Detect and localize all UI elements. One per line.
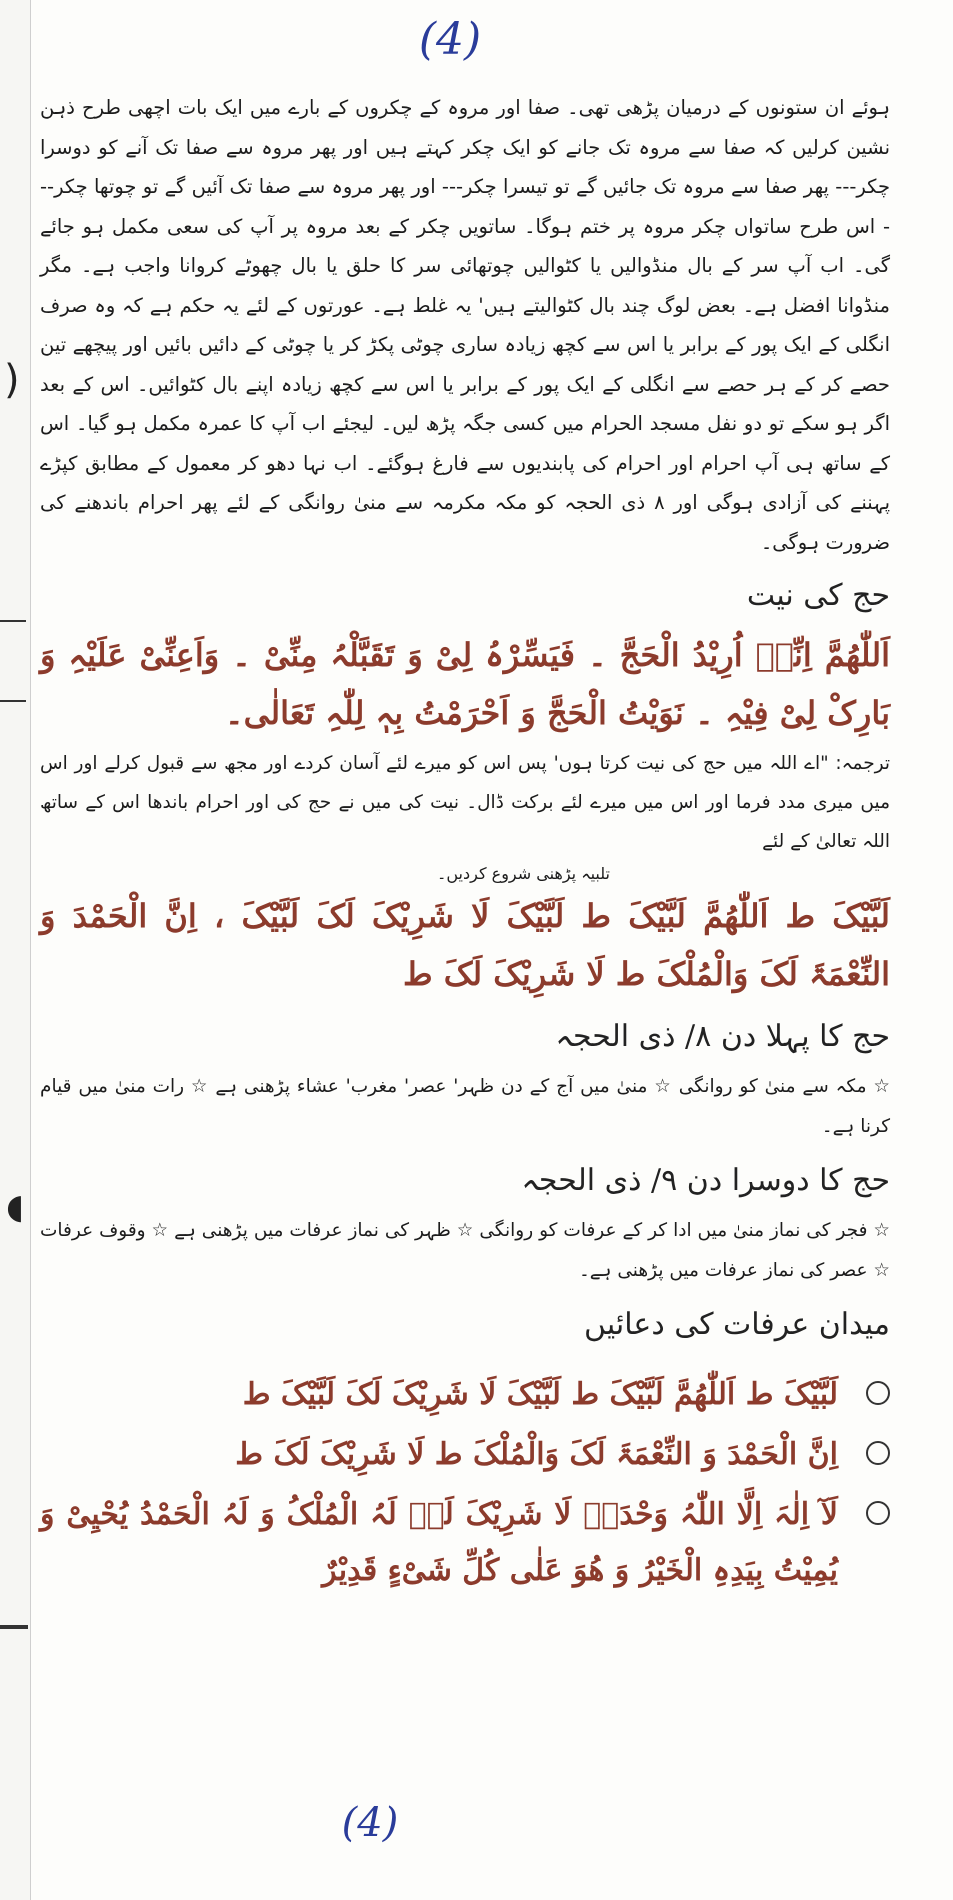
list-item	[40, 1487, 890, 1599]
hajj-niyyat-translation: ترجمہ: "اے اللہ میں حج کی نیت کرتا ہوں' پس اس کو میرے لئے آسان کردے اور مجھ سے قبول کرلے اور اس میں میری مدد فرما اور اس میں میرے لئے برکت ڈال۔ نیت کی میں نے حج کی اور احرام باندھا اس کے ساتھ اللہ تعالیٰ کے لئے	[40, 753, 890, 852]
edge-mark-icon: ◖	[6, 1187, 24, 1227]
day-two-text: ☆ فجر کی نماز منیٰ میں ادا کر کے عرفات کو روانگی ☆ ظہر کی نماز عرفات میں پڑھنی ہے ☆ وقوف عرفات ☆ عصر کی نماز عرفات میں پڑھنی ہے۔	[40, 1220, 890, 1281]
circle-bullet-icon	[866, 1381, 890, 1405]
list-item	[40, 1427, 890, 1483]
edge-divider	[0, 1625, 28, 1629]
talbiyah-arabic: لَبَّیْکَ ط اَللّٰھُمَّ لَبَّیْکَ ط لَبَّیْکَ لَا شَرِیْکَ لَکَ لَبَّیْکَ ، اِنَّ الْحَمْدَ وَ النِّعْمَۃَ لَکَ وَالْمُلْکَ ط لَا شَرِیْکَ لَکَ ط	[40, 897, 891, 993]
day-two-heading: حج کا دوسرا دن ۹/ ذی الحجہ	[521, 1163, 890, 1198]
hajj-niyyat-arabic: اَللّٰھُمَّ اِنِّیۤ اُرِیْدُ الْحَجَّ ۔ فَیَسِّرْہُ لِیْ وَ تَقَبَّلْہُ مِنِّیْ ۔ وَاَعِنِّیْ عَلَیْہِ وَ بَارِکْ لِیْ فِیْہِ ۔ نَوَیْتُ الْحَجَّ وَ اَحْرَمْتُ بِہٖ لِلّٰہِ تَعَالٰی۔	[40, 636, 890, 732]
page-number-bottom: (4)	[341, 1800, 399, 1846]
talbiyah-note: تلبیہ پڑھنی شروع کردیں۔	[436, 864, 610, 883]
circle-bullet-icon	[866, 1441, 890, 1465]
adjacent-page-edge	[0, 0, 31, 1900]
edge-divider	[0, 620, 26, 622]
page-number-top: (4)	[418, 14, 482, 65]
dua-text: لَبَّیْکَ ط اَللّٰھُمَّ لَبَّیْکَ ط لَبَّیْکَ لَا شَرِیْکَ لَکَ لَبَّیْکَ ط	[242, 1377, 838, 1412]
arafat-dua-list	[40, 1367, 890, 1599]
list-item	[40, 1367, 890, 1423]
dua-text: اِنَّ الْحَمْدَ وَ النِّعْمَۃَ لَکَ وَالْمُلْکَ ط لَا شَرِیْکَ لَکَ ط	[235, 1437, 838, 1472]
edge-bracket-icon: )	[4, 357, 20, 403]
circle-bullet-icon	[866, 1501, 890, 1525]
hajj-niyyat-heading: حج کی نیت	[746, 578, 890, 613]
day-one-heading: حج کا پہلا دن ۸/ ذی الحجہ	[555, 1019, 890, 1054]
edge-divider	[0, 700, 26, 702]
dua-text: لَآ اِلٰہَ اِلَّا اللّٰہُ وَحْدَہٗ لَا شَرِیْکَ لَہٗ لَہُ الْمُلْکُ وَ لَہُ الْحَمْدُ یُحْیِیْ وَ یُمِیْتُ بِیَدِہِ الْخَیْرُ وَ ھُوَ عَلٰی کُلِّ شَیْءٍ قَدِیْرٌ	[40, 1497, 838, 1588]
page-content	[40, 88, 890, 1603]
arafat-heading: میدان عرفات کی دعائیں	[584, 1307, 890, 1342]
intro-paragraph: ہوئے ان ستونوں کے درمیان پڑھی تھی۔ صفا اور مروہ کے چکروں کے بارے میں ایک بات اچھی طرح ذہن نشین کرلیں کہ صفا سے مروہ تک جانے کو ایک چکر کہتے ہیں اور پھر مروہ سے صفا تک آنے کو دوسرا چکر--- پھر صفا سے مروہ تک جائیں گے تو تیسرا چکر--- اور پھر مروہ سے صفا تک آئیں گے تو چوتھا چکر--- اس طرح ساتواں چکر مروہ پر ختم ہوگا۔ ساتویں چکر کے بعد مروہ پر آپ کی سعی مکمل ہو جائے گی۔ اب آپ سر کے بال منڈوالیں یا کٹوالیں چوتھائی سر کا حلق یا بال چھوٹے کروانا واجب ہے۔ مگر منڈوانا افضل ہے۔ بعض لوگ چند بال کٹوالیتے ہیں' یہ غلط ہے۔ عورتوں کے لئے یہ حکم ہے کہ وہ صرف انگلی کے ایک پور کے برابر یا اس سے کچھ زیادہ ساری چوٹی پکڑ کر یا چوٹی کے دائیں بائیں اور پیچھے تین حصے کر کے ہر حصے سے انگلی کے ایک پور کے برابر یا اس سے کچھ زیادہ اپنے بال کٹوائیں۔ اس کے بعد اگر ہو سکے تو دو نفل مسجد الحرام میں کسی جگہ پڑھ لیں۔ لیجئے اب آپ کا عمرہ مکمل ہو گیا۔ اس کے ساتھ ہی آپ احرام اور احرام کی پابندیوں سے فارغ ہوگئے۔ اب نہا دھو کر معمول کے مطابق کپڑے پہننے کی آزادی ہوگی اور ۸ ذی الحجہ کو مکہ مکرمہ سے منیٰ روانگی کے لئے پھر احرام باندھنے کی ضرورت ہوگی۔	[40, 96, 891, 554]
day-one-text: ☆ مکہ سے منیٰ کو روانگی ☆ منیٰ میں آج کے دن ظہر' عصر' مغرب' عشاء پڑھنی ہے ☆ رات منیٰ میں قیام کرنا ہے۔	[40, 1076, 890, 1137]
